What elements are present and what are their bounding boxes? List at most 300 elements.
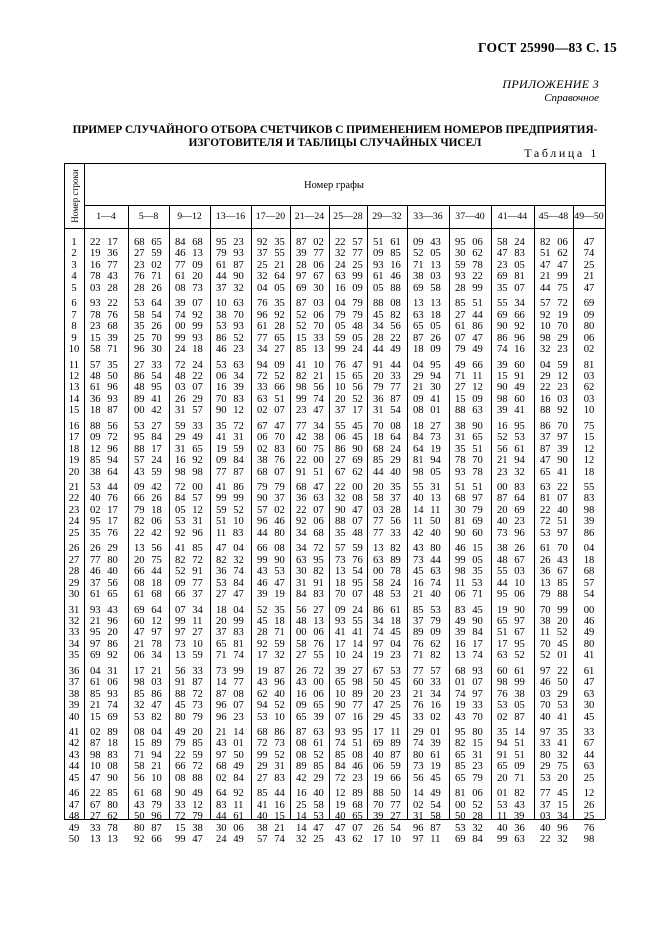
table-cell: 85 08 xyxy=(335,749,363,761)
table-cell: 82 06 xyxy=(540,237,568,248)
table-cell: 60 75 xyxy=(296,443,324,455)
table-cell: 56 27 xyxy=(296,604,324,616)
table-cell: 44 49 xyxy=(373,344,401,356)
table-cell: 89 09 xyxy=(413,627,441,639)
column-group-divider xyxy=(84,205,605,206)
table-cell: 85 94 xyxy=(90,455,118,467)
table-cell: 84 46 xyxy=(335,761,363,773)
table-cell: 61 65 xyxy=(90,589,118,601)
table-cell: 61 68 xyxy=(134,788,162,800)
table-cell: 61 xyxy=(583,665,595,677)
table-cell: 69 30 xyxy=(296,282,324,294)
table-cell: 28 06 xyxy=(296,259,324,271)
table-cell: 02 54 xyxy=(413,799,441,811)
table-cell: 97 86 xyxy=(90,638,118,650)
table-cell: 22 17 xyxy=(90,237,118,248)
table-cell: 82 06 xyxy=(134,516,162,528)
table-cell: 34 72 xyxy=(296,543,324,555)
table-cell: 46 23 xyxy=(216,344,244,356)
table-cell: 09 85 xyxy=(373,248,401,260)
table-cell: 66 72 xyxy=(175,761,203,773)
table-cell: 45 82 xyxy=(373,309,401,321)
table-cell: 22 40 xyxy=(540,504,568,516)
column-group-label: 33—36 xyxy=(413,211,443,222)
table-cell: 69 92 xyxy=(90,650,118,662)
table-cell: 87 02 xyxy=(296,237,324,248)
table-cell: 32 77 xyxy=(335,248,363,260)
table-cell: 48 53 xyxy=(373,589,401,601)
column-number-header: Номер графы xyxy=(304,180,364,191)
table-cell: 09 42 xyxy=(134,482,162,493)
row-number: 3 xyxy=(71,259,77,271)
column-border xyxy=(128,205,129,819)
table-cell: 02 83 xyxy=(257,443,285,455)
table-cell: 90 37 xyxy=(257,493,285,505)
table-cell: 90 92 xyxy=(497,321,525,333)
table-cell: 92 66 xyxy=(134,834,162,846)
table-cell: 13 85 xyxy=(540,577,568,589)
table-cell: 15 xyxy=(583,432,595,444)
table-cell: 37 15 xyxy=(540,799,568,811)
table-cell: 24 18 xyxy=(175,344,203,356)
table-cell: 69 xyxy=(583,298,595,310)
table-cell: 12 89 xyxy=(335,788,363,800)
table-cell: 07 34 xyxy=(175,604,203,616)
table-cell: 73 96 xyxy=(497,527,525,539)
row-number: 34 xyxy=(68,638,80,650)
table-cell: 77 45 xyxy=(540,788,568,800)
table-cell: 22 07 xyxy=(296,504,324,516)
table-cell: 13 82 xyxy=(373,543,401,555)
table-cell: 39 27 xyxy=(373,811,401,823)
table-cell: 41 xyxy=(583,650,595,662)
table-cell: 79 79 xyxy=(257,482,285,493)
row-number: 29 xyxy=(68,577,80,589)
table-cell: 81 06 xyxy=(455,788,483,800)
table-cell: 78 70 xyxy=(455,455,483,467)
table-cell: 67 80 xyxy=(90,799,118,811)
table-cell: 44 xyxy=(583,749,595,761)
column-group-label: 25—28 xyxy=(333,211,363,222)
row-number: 46 xyxy=(68,788,80,800)
table-cell: 39 84 xyxy=(455,627,483,639)
table-cell: 43 96 xyxy=(257,677,285,689)
table-cell: 14 49 xyxy=(413,788,441,800)
table-cell: 69 89 xyxy=(373,738,401,750)
table-cell: 96 30 xyxy=(134,344,162,356)
table-cell: 45 xyxy=(583,711,595,723)
table-cell: 39 27 xyxy=(335,665,363,677)
table-cell: 53 84 xyxy=(216,577,244,589)
table-cell: 86 52 xyxy=(216,332,244,344)
table-cell: 78 76 xyxy=(90,309,118,321)
table-cell: 51 61 xyxy=(373,237,401,248)
table-cell: 34 18 xyxy=(373,615,401,627)
row-number: 23 xyxy=(68,504,80,516)
row-number: 2 xyxy=(71,248,77,260)
table-cell: 17 32 xyxy=(257,650,285,662)
table-cell: 16 92 xyxy=(175,455,203,467)
table-top-border xyxy=(64,163,605,164)
column-border xyxy=(605,163,606,819)
table-cell: 57 xyxy=(583,577,595,589)
table-cell: 68 65 xyxy=(134,237,162,248)
table-cell: 87 18 xyxy=(90,738,118,750)
table-cell: 99 90 xyxy=(257,554,285,566)
table-cell: 37 79 xyxy=(413,615,441,627)
table-cell: 88 72 xyxy=(175,688,203,700)
table-cell: 80 61 xyxy=(413,749,441,761)
table-cell: 58 71 xyxy=(90,344,118,356)
table-cell: 13 74 xyxy=(455,650,483,662)
table-cell: 56 33 xyxy=(175,665,203,677)
table-cell: 34 56 xyxy=(373,321,401,333)
table-cell: 16 95 xyxy=(497,420,525,432)
table-cell: 40 87 xyxy=(373,749,401,761)
table-cell: 65 97 xyxy=(497,615,525,627)
table-cell: 09 77 xyxy=(175,577,203,589)
table-cell: 19 87 xyxy=(257,665,285,677)
table-cell: 77 33 xyxy=(373,527,401,539)
table-cell: 47 47 xyxy=(540,259,568,271)
table-cell: 83 45 xyxy=(455,604,483,616)
table-cell: 65 39 xyxy=(296,711,324,723)
table-cell: 23 02 xyxy=(134,259,162,271)
table-cell: 27 33 xyxy=(134,359,162,371)
table-cell: 80 87 xyxy=(134,822,162,834)
table-cell: 40 23 xyxy=(497,516,525,528)
table-cell: 55 03 xyxy=(497,566,525,578)
table-cell: 66 44 xyxy=(134,566,162,578)
table-cell: 03 xyxy=(583,393,595,405)
table-cell: 72 23 xyxy=(335,772,363,784)
row-number: 27 xyxy=(68,554,80,566)
table-cell: 49 20 xyxy=(175,727,203,738)
table-cell: 14 47 xyxy=(296,822,324,834)
table-cell: 91 51 xyxy=(497,749,525,761)
table-cell: 53 27 xyxy=(134,420,162,432)
table-cell: 57 35 xyxy=(90,359,118,371)
table-cell: 41 41 xyxy=(335,627,363,639)
table-cell: 25 21 xyxy=(257,259,285,271)
table-cell: 47 25 xyxy=(373,700,401,712)
table-cell: 61 96 xyxy=(90,382,118,394)
table-cell: 15 09 xyxy=(455,393,483,405)
table-cell: 46 xyxy=(583,615,595,627)
table-cell: 16 17 xyxy=(455,638,483,650)
table-cell: 32 64 xyxy=(257,271,285,283)
row-number: 1 xyxy=(71,237,77,248)
table-cell: 08 61 xyxy=(296,738,324,750)
table-cell: 52 01 xyxy=(540,650,568,662)
table-cell: 84 73 xyxy=(413,432,441,444)
column-group-label: 9—12 xyxy=(177,211,202,222)
table-cell: 19 66 xyxy=(373,772,401,784)
table-cell: 40 36 xyxy=(497,822,525,834)
table-cell: 90 49 xyxy=(175,788,203,800)
table-cell: 52 91 xyxy=(175,566,203,578)
table-cell: 51 51 xyxy=(455,482,483,493)
table-cell: 72 73 xyxy=(257,738,285,750)
table-cell: 48 67 xyxy=(497,554,525,566)
table-cell: 06 34 xyxy=(134,650,162,662)
table-cell: 55 xyxy=(583,482,595,493)
table-cell: 77 80 xyxy=(90,554,118,566)
table-cell: 09 24 xyxy=(335,604,363,616)
table-cell: 17 11 xyxy=(373,727,401,738)
table-cell: 97 04 xyxy=(373,638,401,650)
table-cell: 97 27 xyxy=(175,627,203,639)
table-cell: 45 63 xyxy=(413,566,441,578)
table-cell: 10 63 xyxy=(216,298,244,310)
row-number: 11 xyxy=(68,359,80,371)
table-cell: 57 59 xyxy=(335,543,363,555)
table-cell: 99 05 xyxy=(455,554,483,566)
table-cell: 87 26 xyxy=(413,332,441,344)
table-cell: 41 10 xyxy=(296,359,324,371)
row-number: 37 xyxy=(68,677,80,689)
table-cell: 27 44 xyxy=(455,309,483,321)
table-cell: 98 56 xyxy=(296,382,324,394)
table-cell: 31 57 xyxy=(175,405,203,417)
table-cell: 70 53 xyxy=(540,700,568,712)
table-cell: 98 83 xyxy=(90,749,118,761)
table-cell: 95 20 xyxy=(90,627,118,639)
table-cell: 47 90 xyxy=(540,455,568,467)
table-cell: 36 67 xyxy=(540,566,568,578)
table-cell: 87 64 xyxy=(497,493,525,505)
table-cell: 86 96 xyxy=(497,332,525,344)
row-number: 5 xyxy=(71,282,77,294)
table-cell: 27 69 xyxy=(335,455,363,467)
table-cell: 34 27 xyxy=(257,344,285,356)
table-cell: 98 xyxy=(583,504,595,516)
table-cell: 29 12 xyxy=(540,370,568,382)
table-cell: 17 10 xyxy=(373,834,401,846)
table-cell: 30 82 xyxy=(296,566,324,578)
table-cell: 82 21 xyxy=(296,370,324,382)
table-cell: 05 48 xyxy=(335,321,363,333)
table-cell: 71 11 xyxy=(455,370,483,382)
table-cell: 50 96 xyxy=(134,811,162,823)
table-cell: 77 56 xyxy=(373,516,401,528)
table-cell: 85 86 xyxy=(134,688,162,700)
table-cell: 61 87 xyxy=(216,259,244,271)
table-cell: 42 29 xyxy=(296,772,324,784)
row-number: 4 xyxy=(71,271,77,283)
row-number: 16 xyxy=(68,420,80,432)
table-cell: 26 54 xyxy=(373,822,401,834)
row-number: 13 xyxy=(68,382,80,394)
row-number: 22 xyxy=(68,493,80,505)
table-cell: 44 90 xyxy=(216,271,244,283)
table-cell: 15 69 xyxy=(90,711,118,723)
table-cell: 16 03 xyxy=(540,393,568,405)
table-cell: 00 xyxy=(583,604,595,616)
row-number: 50 xyxy=(68,834,80,846)
row-number: 47 xyxy=(68,799,80,811)
table-cell: 12 xyxy=(583,455,595,467)
table-cell: 92 19 xyxy=(540,309,568,321)
table-cell: 64 92 xyxy=(216,788,244,800)
table-cell: 65 31 xyxy=(455,749,483,761)
table-cell: 76 47 xyxy=(335,359,363,371)
table-cell: 18 09 xyxy=(413,344,441,356)
table-cell: 99 74 xyxy=(296,393,324,405)
table-cell: 34 68 xyxy=(296,527,324,539)
table-cell: 16 77 xyxy=(90,259,118,271)
table-cell: 06 71 xyxy=(455,589,483,601)
table-cell: 65 79 xyxy=(455,772,483,784)
table-cell: 10 xyxy=(583,405,595,417)
table-cell: 43 00 xyxy=(296,677,324,689)
table-cell: 46 40 xyxy=(90,566,118,578)
table-cell: 86 xyxy=(583,527,595,539)
table-cell: 14 77 xyxy=(216,677,244,689)
row-number: 35 xyxy=(68,650,80,662)
table-cell: 48 22 xyxy=(175,370,203,382)
table-cell: 93 78 xyxy=(455,466,483,478)
table-cell: 09 xyxy=(583,309,595,321)
table-cell: 08 73 xyxy=(175,282,203,294)
table-cell: 67 47 xyxy=(257,420,285,432)
table-cell: 98 99 xyxy=(497,677,525,689)
table-cell: 82 15 xyxy=(455,738,483,750)
table-cell: 94 51 xyxy=(497,738,525,750)
table-cell: 89 41 xyxy=(134,393,162,405)
table-cell: 14 11 xyxy=(413,504,441,516)
table-cell: 88 92 xyxy=(540,405,568,417)
table-cell: 57 72 xyxy=(540,298,568,310)
table-cell: 39 60 xyxy=(497,359,525,371)
row-number: 32 xyxy=(68,615,80,627)
table-cell: 24 25 xyxy=(335,259,363,271)
table-cell: 93 55 xyxy=(335,615,363,627)
table-cell: 21 34 xyxy=(413,688,441,700)
table-cell: 63 xyxy=(583,688,595,700)
table-cell: 90 77 xyxy=(335,700,363,712)
table-cell: 88 17 xyxy=(134,443,162,455)
table-cell: 47 07 xyxy=(335,822,363,834)
table-cell: 00 99 xyxy=(175,321,203,333)
table-cell: 58 21 xyxy=(134,761,162,773)
table-cell: 43 80 xyxy=(413,543,441,555)
table-cell: 61 70 xyxy=(540,543,568,555)
table-cell: 19 68 xyxy=(335,799,363,811)
table-cell: 69 58 xyxy=(413,282,441,294)
table-cell: 73 44 xyxy=(413,554,441,566)
table-cell: 33 41 xyxy=(540,738,568,750)
table-cell: 99 24 xyxy=(335,344,363,356)
table-cell: 45 73 xyxy=(175,700,203,712)
row-number: 6 xyxy=(71,298,77,310)
table-cell: 31 91 xyxy=(296,577,324,589)
table-cell: 25 70 xyxy=(134,332,162,344)
table-cell: 20 52 xyxy=(335,393,363,405)
table-cell: 53 93 xyxy=(216,321,244,333)
table-cell: 70 08 xyxy=(373,420,401,432)
table-cell: 30 62 xyxy=(455,248,483,260)
table-cell: 58 54 xyxy=(134,309,162,321)
table-cell: 21 40 xyxy=(413,589,441,601)
column-group-label: 21—24 xyxy=(294,211,325,222)
column-group-label: 17—20 xyxy=(255,211,286,222)
table-cell: 68 49 xyxy=(216,761,244,773)
table-cell: 99 47 xyxy=(175,834,203,846)
table-cell: 19 33 xyxy=(455,700,483,712)
table-cell: 02 84 xyxy=(216,772,244,784)
table-cell: 74 16 xyxy=(497,344,525,356)
table-cell: 20 35 xyxy=(373,482,401,493)
table-cell: 76 35 xyxy=(257,298,285,310)
table-cell: 77 34 xyxy=(296,420,324,432)
table-cell: 74 xyxy=(583,248,595,260)
table-cell: 99 11 xyxy=(175,615,203,627)
table-cell: 11 53 xyxy=(455,577,483,589)
column-group-label: 49—50 xyxy=(574,211,604,222)
table-cell: 68 47 xyxy=(296,482,324,493)
table-cell: 18 xyxy=(583,466,595,478)
table-cell: 95 80 xyxy=(455,727,483,738)
table-cell: 84 68 xyxy=(175,237,203,248)
table-cell: 03 28 xyxy=(90,282,118,294)
table-cell: 86 61 xyxy=(373,604,401,616)
table-cell: 15 38 xyxy=(175,822,203,834)
table-cell: 96 23 xyxy=(216,711,244,723)
table-cell: 67 xyxy=(583,738,595,750)
column-border xyxy=(251,205,252,819)
table-cell: 97 50 xyxy=(216,749,244,761)
row-number: 31 xyxy=(68,604,80,616)
table-cell: 61 06 xyxy=(90,677,118,689)
table-cell: 62 40 xyxy=(257,688,285,700)
table-cell: 05 88 xyxy=(373,282,401,294)
column-border xyxy=(367,205,368,819)
table-cell: 23 05 xyxy=(497,259,525,271)
table-cell: 27 47 xyxy=(216,589,244,601)
row-number: 38 xyxy=(68,688,80,700)
table-cell: 41 16 xyxy=(257,799,285,811)
table-cell: 37 97 xyxy=(540,432,568,444)
table-cell: 11 50 xyxy=(413,516,441,528)
table-cell: 61 46 xyxy=(373,271,401,283)
table-cell: 58 37 xyxy=(373,493,401,505)
appendix-type: Справочное xyxy=(544,92,599,104)
table-cell: 98 xyxy=(583,834,595,846)
table-cell: 48 50 xyxy=(90,370,118,382)
table-cell: 38 90 xyxy=(455,420,483,432)
table-cell: 69 66 xyxy=(497,309,525,321)
table-cell: 13 59 xyxy=(175,650,203,662)
table-cell: 58 76 xyxy=(296,638,324,650)
table-cell: 13 13 xyxy=(413,298,441,310)
table-cell: 43 79 xyxy=(134,799,162,811)
table-cell: 47 xyxy=(583,677,595,689)
table-cell: 90 49 xyxy=(497,382,525,394)
table-cell: 24 49 xyxy=(216,834,244,846)
table-cell: 11 83 xyxy=(216,527,244,539)
table-cell: 03 xyxy=(583,370,595,382)
table-cell: 53 82 xyxy=(134,711,162,723)
table-cell: 66 37 xyxy=(175,589,203,601)
table-cell: 47 04 xyxy=(216,543,244,555)
table-cell: 18 04 xyxy=(216,604,244,616)
table-cell: 69 84 xyxy=(455,834,483,846)
table-cell: 91 44 xyxy=(373,359,401,371)
table-cell: 06 45 xyxy=(335,432,363,444)
table-cell: 09 65 xyxy=(296,700,324,712)
table-cell: 53 31 xyxy=(175,516,203,528)
